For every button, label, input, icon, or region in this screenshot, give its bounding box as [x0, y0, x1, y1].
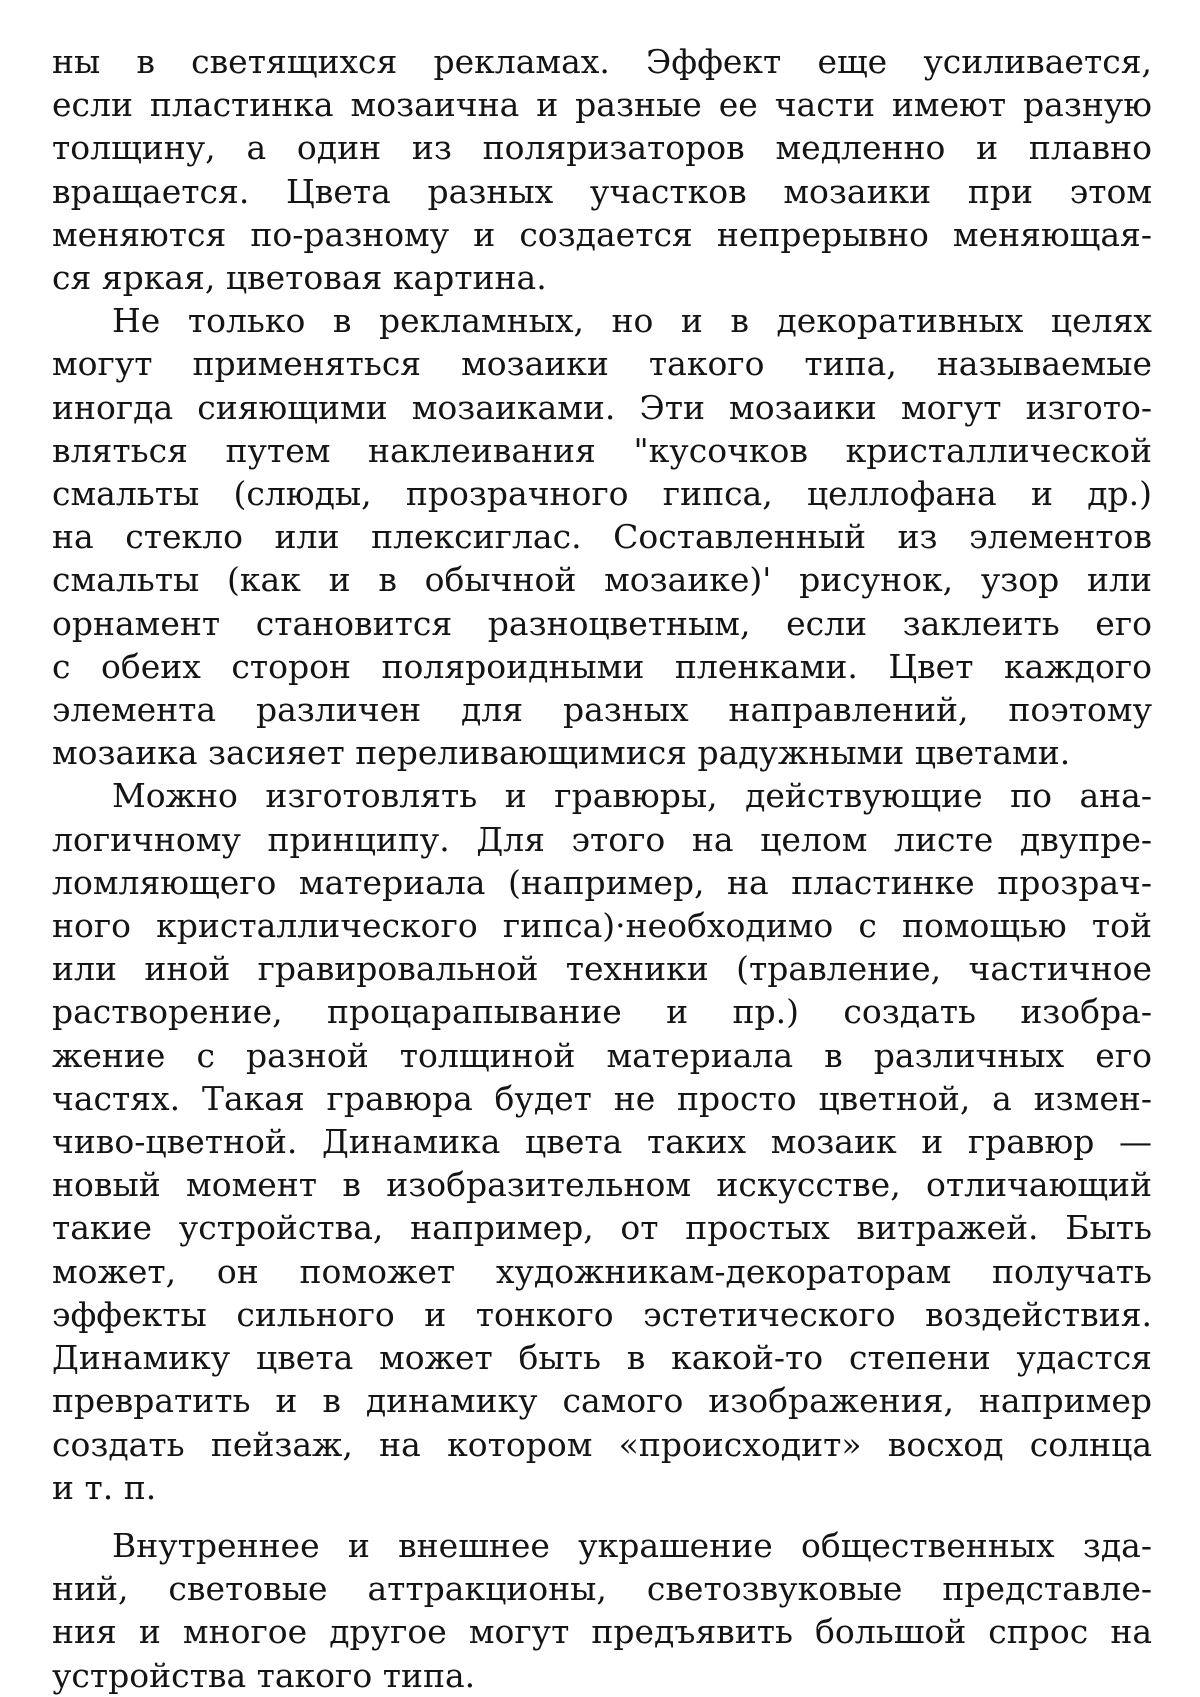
- text-line: новый момент в изобразительном искусстве, отличающий: [52, 1165, 1152, 1205]
- text-line: ния и многое другое могут предъявить большой спрос на: [52, 1612, 1152, 1652]
- text-line: Внутреннее и внешнее украшение общественных зда-: [112, 1525, 1152, 1565]
- text-line: устройства такого типа.: [52, 1655, 476, 1695]
- text-line: если пластинка мозаична и разные ее части имеют разную: [52, 85, 1152, 125]
- text-line: логичному принципу. Для этого на целом листе двупре-: [52, 819, 1152, 859]
- paragraph-3: [52, 774, 1152, 1508]
- text-line: ся яркая, цветовая картина.: [52, 258, 547, 298]
- text-body: [52, 40, 1152, 1697]
- document-page: [52, 40, 1152, 1697]
- text-line: элемента различен для разных направлений, поэтому: [52, 690, 1152, 730]
- text-line: Не только в рекламных, но и в декоративных целях: [112, 301, 1152, 341]
- text-line: на стекло или плексиглас. Составленный из элементов: [52, 517, 1152, 557]
- text-line: мозаика засияет переливающимися радужными цветами.: [52, 733, 1071, 773]
- text-line: толщину, а один из поляризаторов медленно и плавно: [52, 128, 1152, 168]
- text-line: ломляющего материала (например, на пластинке прозрач-: [52, 862, 1152, 902]
- text-line: ны в светящихся рекламах. Эффект еще усиливается,: [52, 42, 1152, 81]
- text-line: меняются по-разному и создается непрерывно меняющая-: [52, 214, 1152, 254]
- text-line: Динамику цвета может быть в какой-то степени удастся: [52, 1338, 1152, 1378]
- text-line: иногда сияющими мозаиками. Эти мозаики могут изгото-: [52, 387, 1152, 427]
- text-line: смальты (слюды, прозрачного гипса, целлофана и др.): [52, 474, 1152, 514]
- text-line: жение с разной толщиной материала в различных его: [52, 1035, 1152, 1075]
- paragraph-2: [52, 299, 1152, 774]
- text-line: превратить и в динамику самого изображения, например: [52, 1381, 1152, 1421]
- text-line: частях. Такая гравюра будет не просто цветной, а измен-: [52, 1078, 1152, 1118]
- text-line: может, он поможет художникам-декораторам получать: [52, 1251, 1152, 1291]
- text-line: и т. п.: [52, 1467, 157, 1507]
- text-line: вращается. Цвета разных участков мозаики при этом: [52, 171, 1152, 211]
- text-line: ного кристаллического гипса)·необходимо с помощью той: [52, 906, 1152, 946]
- text-line: Можно изготовлять и гравюры, действующие по ана-: [112, 776, 1152, 816]
- text-line: орнамент становится разноцветным, если заклеить его: [52, 603, 1152, 643]
- text-line: эффекты сильного и тонкого эстетического воздействия.: [52, 1294, 1152, 1334]
- text-line: растворение, процарапывание и пр.) создать изобра-: [52, 992, 1152, 1032]
- text-line: смальты (как и в обычной мозаике)' рисунок, узор или: [52, 560, 1152, 600]
- text-line: ний, световые аттракционы, светозвуковые представле-: [52, 1569, 1152, 1609]
- paragraph-4: [52, 1524, 1152, 1697]
- text-line: такие устройства, например, от простых витражей. Быть: [52, 1208, 1152, 1248]
- text-line: или иной гравировальной техники (травление, частичное: [52, 949, 1152, 989]
- paragraph-1: [52, 40, 1152, 299]
- text-line: вляться путем наклеивания "кусочков кристаллической: [52, 430, 1152, 470]
- text-line: могут применяться мозаики такого типа, называемые: [52, 344, 1152, 384]
- text-line: чиво-цветной. Динамика цвета таких мозаик и гравюр —: [52, 1122, 1152, 1162]
- text-line: создать пейзаж, на котором «происходит» восход солнца: [52, 1424, 1152, 1464]
- text-line: с обеих сторон поляроидными пленками. Цвет каждого: [52, 646, 1152, 686]
